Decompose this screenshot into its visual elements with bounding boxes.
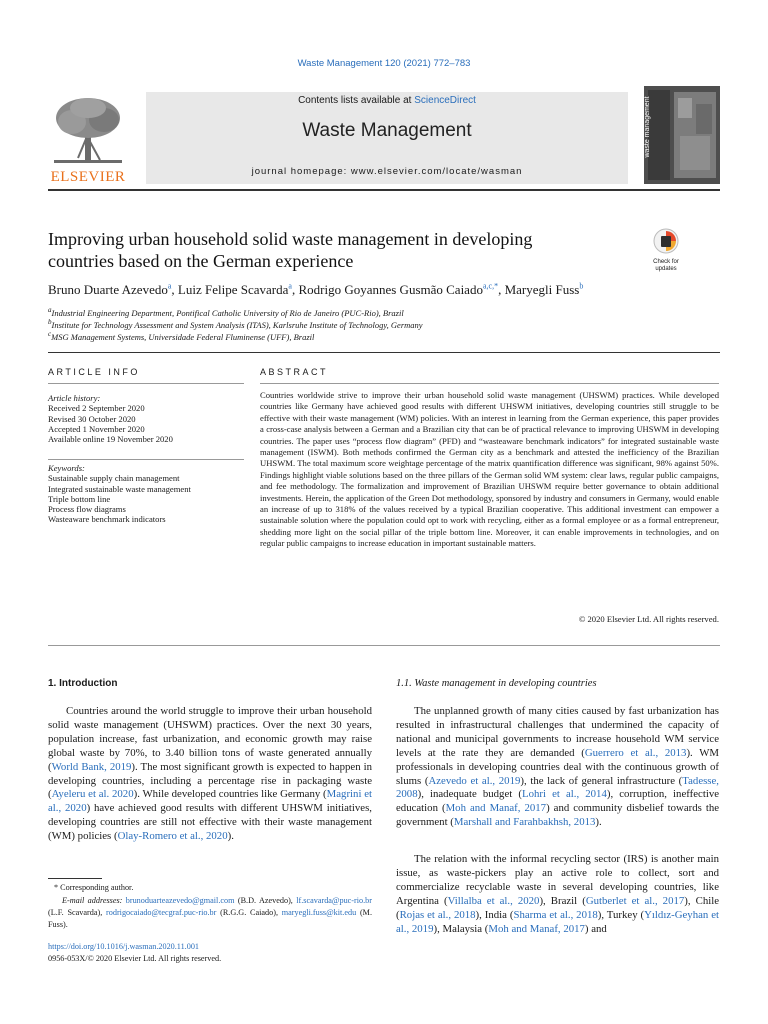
journal-title: Waste Management — [302, 120, 472, 141]
email-link[interactable]: brunoduarteazevedo@gmail.com — [125, 896, 235, 905]
cover-title: waste management — [644, 96, 651, 158]
keyword: Sustainable supply chain management — [48, 473, 180, 484]
homepage-link[interactable]: www.elsevier.com/locate/wasman — [350, 166, 523, 177]
citation-link[interactable]: Lohri et al., 2014 — [521, 788, 607, 801]
keywords: Keywords: Sustainable supply chain management Integrated sustainable waste management Triple bottom line Process flow diagrams Wasteaware benchmark indicators — [48, 463, 248, 525]
citation-link[interactable]: Yıldız-Geyhan et al., 2019 — [396, 908, 719, 935]
citation-link[interactable]: Magrini et al., 2020 — [48, 788, 373, 815]
journal-reference[interactable]: Waste Management 120 (2021) 772–783 — [297, 58, 471, 69]
citation-link[interactable]: Rojas et al., 2018 — [399, 908, 476, 921]
article-info-heading: ARTICLE INFO — [48, 367, 140, 377]
corresponding-note: * Corresponding author. — [54, 883, 134, 892]
citation-link[interactable]: Guerrero et al., 2013 — [584, 746, 687, 759]
section-rule — [48, 352, 720, 353]
keyword: Integrated sustainable waste management — [48, 483, 191, 494]
citation-link[interactable]: Azevedo et al., 2019 — [428, 774, 521, 787]
citation-link[interactable]: Gutberlet et al., 2017 — [585, 894, 685, 907]
journal-banner — [146, 92, 628, 184]
subsection-paragraph: The relation with the informal recycling sector (IRS) is another main issue, as waste-pickers play an active role to collect, sort and commercialize recyclable waste in several developing countries, like Argentina (Villalba et al., 2020), Brazil (Gutberlet et al., 2017), Chile (Rojas et al., 2018), India (Sharma et al., 2018), Turkey (Yıldız-Geyhan et al., 2019), Malaysia (Moh and Manaf, 2017) and — [396, 853, 720, 935]
abstract-rule — [260, 383, 719, 384]
keyword: Process flow diagrams — [48, 504, 126, 515]
elsevier-logo — [48, 94, 128, 185]
email-link[interactable]: rodrigocaiado@tecgraf.puc-rio.br — [106, 908, 217, 917]
abstract-text: Countries worldwide strive to improve their urban household solid waste management (UHSWM) practices. While developed countries like Germany have achieved good results with different UHSWM initiatives, developing countries still struggle to be effective with their waste management (WM) policies. With an interest in learning from the German experience, this paper provides a cross-case analysis between a German and a Brazilian city that can be of practical relevance to improving UHSWM in developing countries. The paper uses “process flow diagram” (PFD) and “wasteaware benchmark indicators” for integrated sustainable waste management (ISWM). Both methods confirmed the German city as a benchmark and attested the inefficiency of the Brazilian UHSWM. The total maximum score weightage percentage of the matrix quantification difference was significant, 98% against 50%. Findings highlight viable solutions based on the three pillars of the German solid WM system: clear laws, regular public campaigns, and fee methodology. The formalization and improvement of Brazilian UHSWM require better governance to obtain additional investments. Herein, the application of the Green Dot methodology, sponsored by industry and consumers in Germany, would enable an increase of up to 318% of the values received by a typical Brazilian cooperative. This additional investment can empower a sustainable solution where the population could opt to work with recycling, either as a formal employee or as a formal entrepreneur, shedding more light on the social pillar of the triple bottom line. Moreover, it can enable improvements in technologies, and on regular public campaigns to increase education in important sustainable matters. — [260, 390, 719, 549]
citation-link[interactable]: World Bank, 2019 — [51, 760, 132, 773]
author[interactable]: Maryegli Fuss$^b$ — [504, 282, 584, 298]
check-updates-icon — [648, 228, 684, 254]
contents-available: Contents lists available at ScienceDirect — [298, 95, 476, 106]
article-title: Improving urban household solid waste management in developing countries based on the German experience — [48, 229, 533, 271]
email-addresses: E-mail addresses: brunoduarteazevedo@gmail.com (B.D. Azevedo), lf.scavarda@puc-rio.br (L.F. Scavarda), rodrigocaiado@tecgraf.puc-rio.br (R.G.G. Caiado), maryegli.fuss@kit.edu (M. Fuss). — [48, 896, 373, 929]
author-list — [48, 282, 728, 298]
doi-link[interactable]: https://doi.org/10.1016/j.wasman.2020.11.001 — [48, 942, 200, 951]
publisher-name: ELSEVIER — [50, 169, 126, 185]
affiliation: $^b$Institute for Technology Assessment and System Analysis (ITAS), Karlsruhe Institute of Technology, Germany — [48, 318, 423, 330]
citation-link[interactable]: Marshall and Farahbakhsh, 2013 — [453, 816, 596, 829]
footnote-rule — [48, 878, 102, 879]
citation-link[interactable]: Ayeleru et al. 2020 — [51, 788, 134, 801]
elsevier-tree-icon — [48, 94, 128, 166]
subsection-heading: 1.1. Waste management in developing countries — [396, 678, 597, 689]
citation-link[interactable]: Villalba et al., 2020 — [447, 894, 540, 907]
citation-link[interactable]: Sharma et al., 2018 — [513, 908, 598, 921]
sciencedirect-link[interactable]: ScienceDirect — [414, 95, 476, 106]
abstract-copyright: © 2020 Elsevier Ltd. All rights reserved. — [578, 614, 719, 624]
introduction-heading: 1. Introduction — [48, 678, 118, 689]
email-link[interactable]: lf.scavarda@puc-rio.br — [296, 896, 372, 905]
introduction-paragraph: Countries around the world struggle to improve their urban household solid waste management (UHSWM) practices. Over the next 30 years, population increase, fast urbanization, and economic growth may raise global waste by 70%, to 3.40 billion tons of waste generated annually (World Bank, 2019). The most significant growth is expected to happen in developing countries, including a percentage rise in packaging waste (Ayeleru et al. 2020). While developed countries like Germany (Magrini et al., 2020) have achieved good results with different UHSWM initiatives, developing countries are still not effective with their waste management (WM) policies (Olay-Romero et al., 2020). — [48, 705, 373, 843]
citation-link[interactable]: Moh and Manaf, 2017 — [445, 802, 547, 815]
abstract-heading: ABSTRACT — [260, 367, 329, 377]
keyword: Triple bottom line — [48, 493, 111, 504]
citation-link[interactable]: Tadesse, 2008 — [396, 774, 719, 801]
issn-copyright: 0956-053X/© 2020 Elsevier Ltd. All rights reserved. — [48, 954, 222, 963]
header-rule — [48, 189, 720, 191]
affiliation: $^c$MSG Management Systems, Universidade Federal Fluminense (UFF), Brazil — [48, 330, 315, 342]
keyword: Wasteaware benchmark indicators — [48, 514, 166, 525]
article-history: Article history: Received 2 September 2020 Revised 30 October 2020 Accepted 1 November 2020 Available online 19 November 2020 — [48, 393, 173, 445]
subsection-paragraph: The unplanned growth of many cities caused by fast urbanization has resulted in infrastructural challenges that undermined the capacity of national and municipal governments to increase household WM service levels at the rate they are demanded (Guerrero et al., 2013). WM professionals in developing countries deal with the continuous growth of slums (Azevedo et al., 2019), the lack of general infrastructure (Tadesse, 2008), inadequate budget (Lohri et al., 2014), corruption, ineffective education (Moh and Manaf, 2017) and community disbelief towards the government (Marshall and Farahbakhsh, 2013). — [396, 705, 720, 829]
author[interactable]: Luiz Felipe Scavarda$^a$, — [177, 282, 299, 298]
email-link[interactable]: maryegli.fuss@kit.edu — [281, 908, 357, 917]
info-rule — [48, 383, 244, 384]
journal-homepage: journal homepage: www.elsevier.com/locate/wasman — [251, 166, 523, 177]
info-rule — [48, 459, 244, 460]
check-for-updates-button[interactable]: Check for updates — [648, 228, 684, 266]
abstract-bottom-rule — [48, 645, 720, 646]
author[interactable]: Bruno Duarte Azevedo$^a$, — [48, 282, 178, 298]
citation-link[interactable]: Olay-Romero et al., 2020 — [117, 830, 228, 843]
citation-link[interactable]: Moh and Manaf, 2017 — [488, 922, 585, 935]
journal-cover — [644, 86, 720, 184]
author[interactable]: Rodrigo Goyannes Gusmão Caiado$^{a,c,*}$, — [298, 282, 505, 298]
affiliation: $^a$Industrial Engineering Department, Pontifical Catholic University of Rio de Janeiro (PUC-Rio), Brazil — [48, 306, 404, 318]
